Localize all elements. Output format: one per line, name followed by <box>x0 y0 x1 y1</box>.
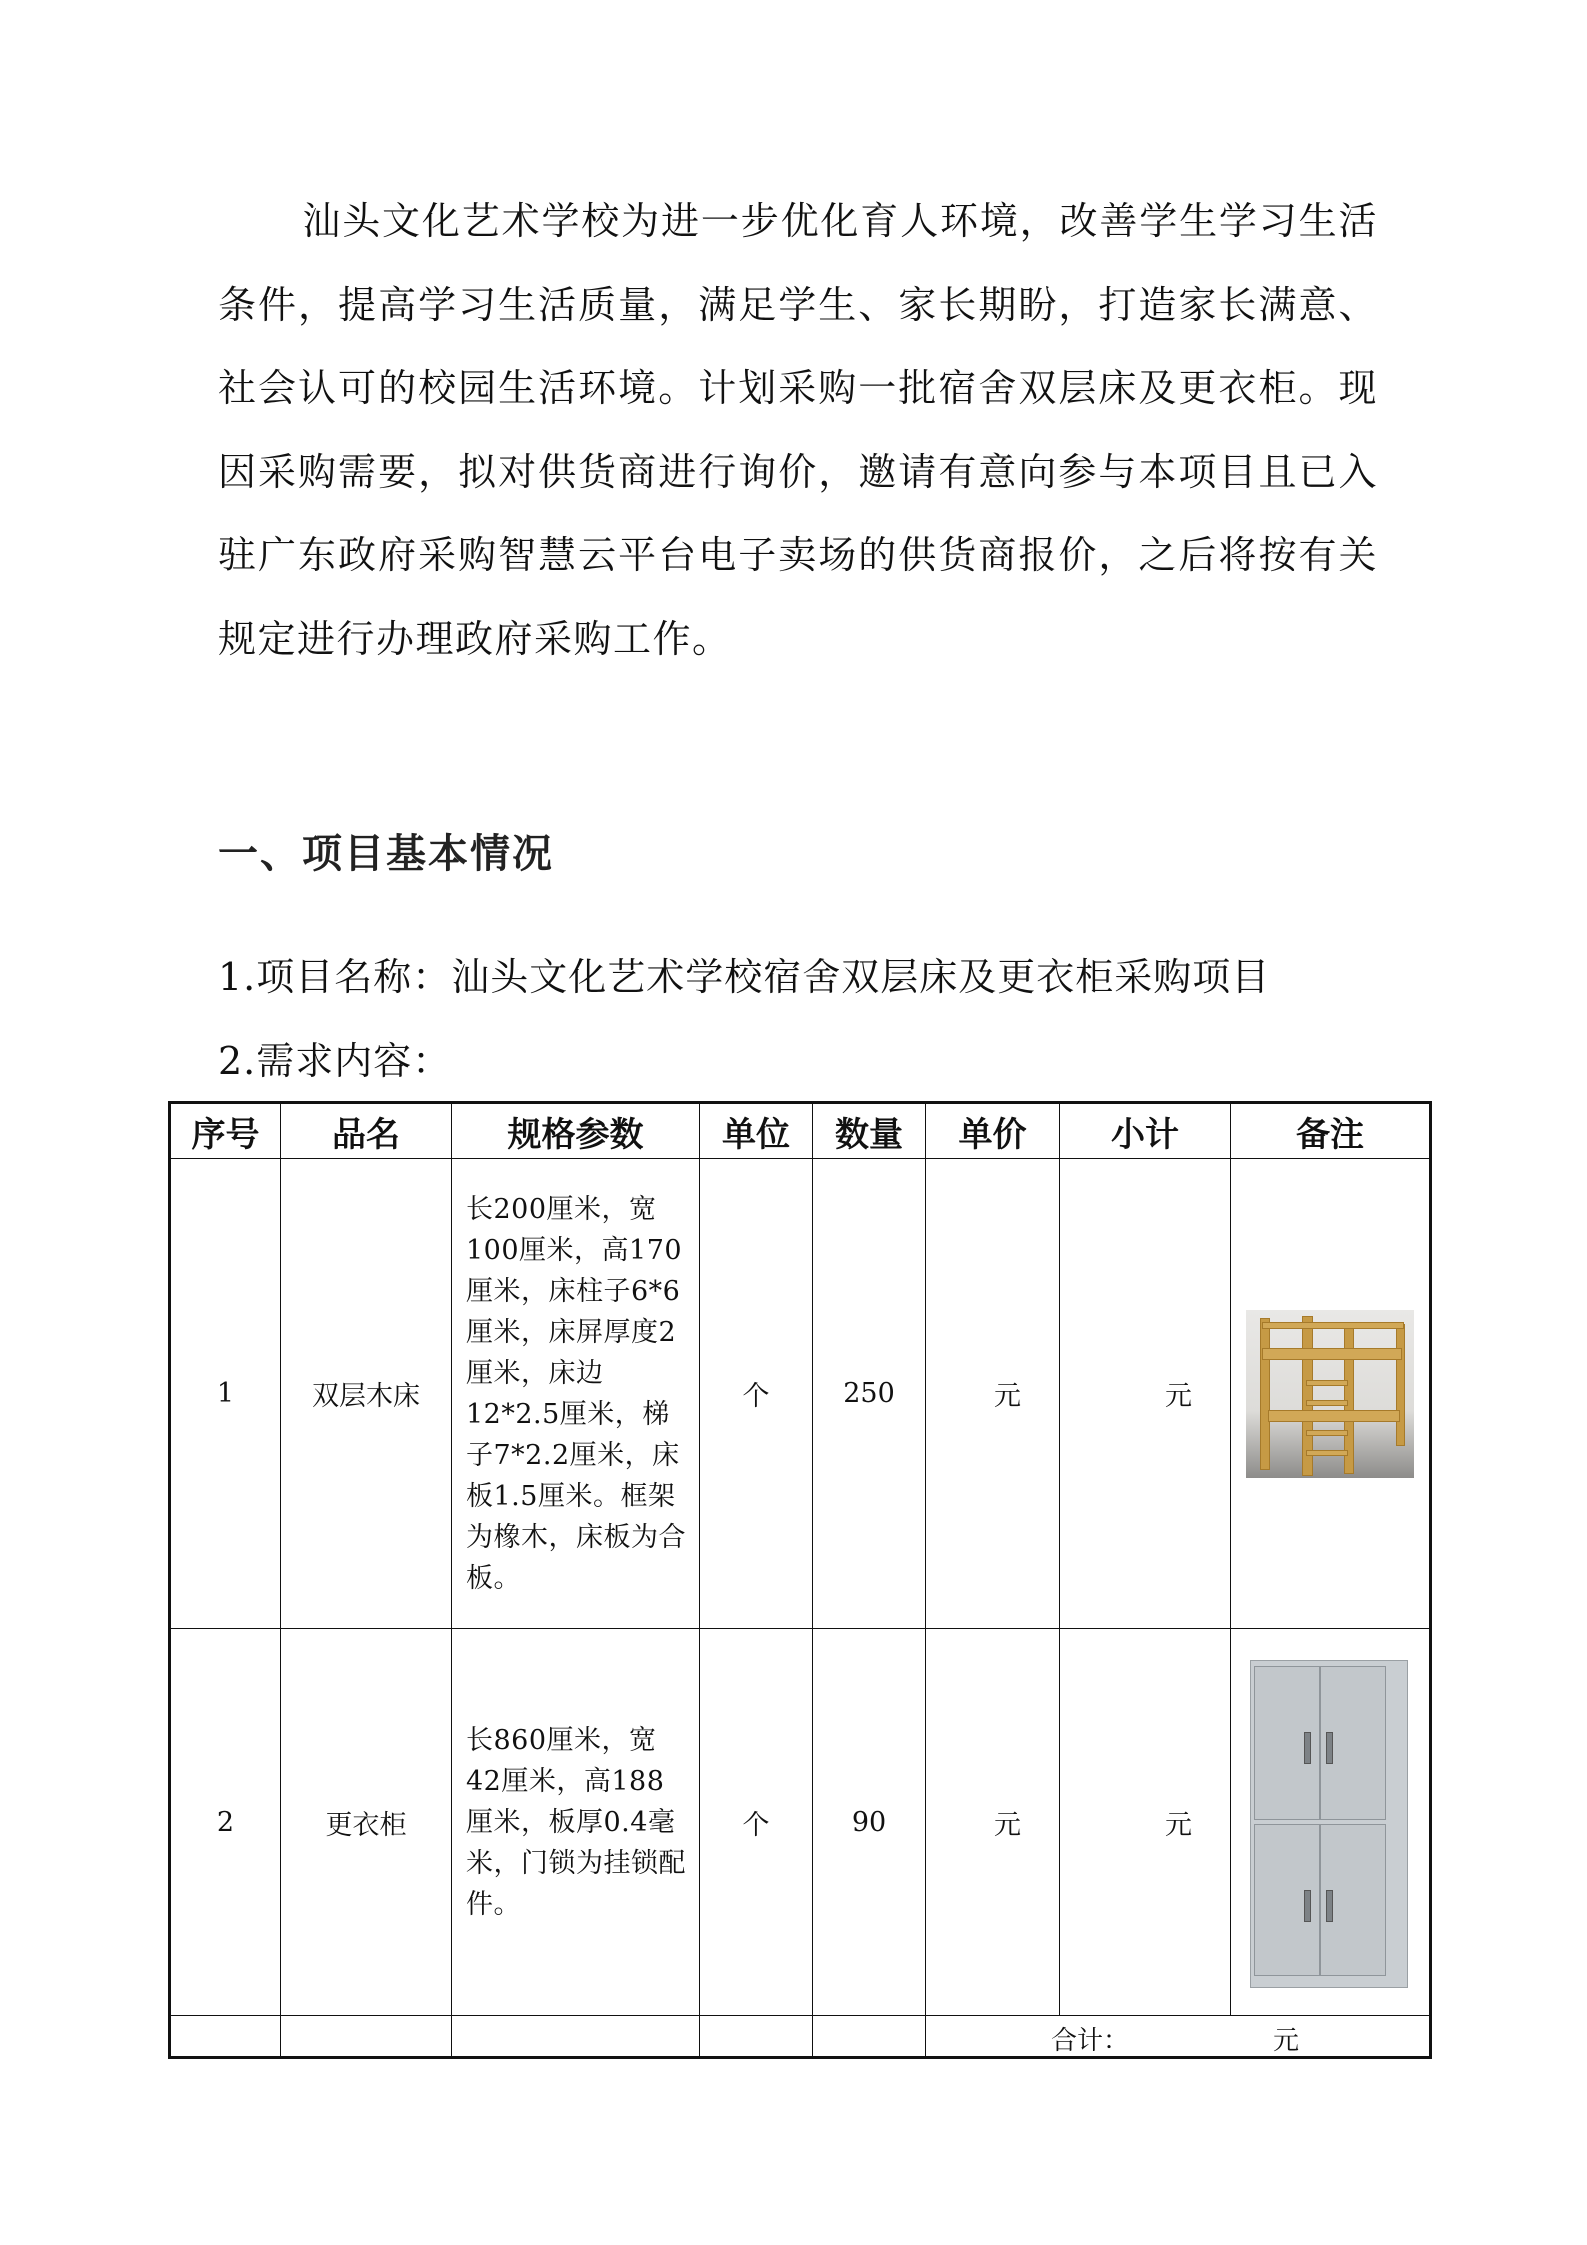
project-name-line: 1.项目名称：汕头文化艺术学校宿舍双层床及更衣柜采购项目 <box>218 955 1271 999</box>
cell-qty: 90 <box>813 1629 926 2016</box>
cell-unit: 个 <box>700 1629 813 2016</box>
header-no: 序号 <box>170 1103 281 1159</box>
requirements-table <box>168 1101 1432 2059</box>
header-spec: 规格参数 <box>452 1103 700 1159</box>
total-row <box>170 2016 1431 2058</box>
header-price: 单价 <box>926 1103 1060 1159</box>
header-subtotal: 小计 <box>1060 1103 1231 1159</box>
cell-qty: 250 <box>813 1159 926 1629</box>
header-remark: 备注 <box>1231 1103 1431 1159</box>
empty-cell <box>813 2016 926 2058</box>
empty-cell <box>170 2016 281 2058</box>
empty-cell <box>700 2016 813 2058</box>
cell-subtotal: 元 <box>1060 1159 1231 1629</box>
table-header-row <box>170 1103 1431 1159</box>
cell-price: 元 <box>926 1159 1060 1629</box>
total-value: 元 <box>1273 2026 1300 2056</box>
cell-spec: 长200厘米，宽100厘米，高170厘米，床柱子6*6厘米，床屏厚度2厘米，床边12*2.5厘米，梯子7*2.2厘米，床板1.5厘米。框架为橡木，床板为合板。 <box>452 1159 700 1629</box>
section-heading: 一、项目基本情况 <box>218 831 554 877</box>
cell-remark <box>1231 1629 1431 2016</box>
cell-no: 1 <box>170 1159 281 1629</box>
header-unit: 单位 <box>700 1103 813 1159</box>
total-label: 合计： <box>1051 2026 1130 2056</box>
intro-paragraph <box>218 180 1378 681</box>
header-name: 品名 <box>281 1103 452 1159</box>
cell-name: 更衣柜 <box>281 1629 452 2016</box>
cell-price: 元 <box>926 1629 1060 2016</box>
bunk-bed-photo <box>1246 1310 1414 1478</box>
cell-unit: 个 <box>700 1159 813 1629</box>
cell-remark <box>1231 1159 1431 1629</box>
header-qty: 数量 <box>813 1103 926 1159</box>
empty-cell <box>452 2016 700 2058</box>
cell-subtotal: 元 <box>1060 1629 1231 2016</box>
cell-name: 双层木床 <box>281 1159 452 1629</box>
cell-spec: 长860厘米，宽42厘米，高188厘米，板厚0.4毫米，门锁为挂锁配件。 <box>452 1629 700 2016</box>
table-row <box>170 1159 1431 1629</box>
total-cell <box>926 2016 1431 2058</box>
requirements-line: 2.需求内容： <box>218 1039 452 1083</box>
table-row <box>170 1629 1431 2016</box>
cell-no: 2 <box>170 1629 281 2016</box>
empty-cell <box>281 2016 452 2058</box>
locker-cabinet-photo <box>1246 1652 1414 1992</box>
intro-text: 汕头文化艺术学校为进一步优化育人环境，改善学生学习生活条件，提高学习生活质量，满足学生、家长期盼，打造家长满意、社会认可的校园生活环境。计划采购一批宿舍双层床及更衣柜。现因采购需要，拟对供货商进行询价，邀请有意向参与本项目且已入驻广东政府采购智慧云平台电子卖场的供货商报价，之后将按有关规定进行办理政府采购工作。 <box>218 199 1378 661</box>
